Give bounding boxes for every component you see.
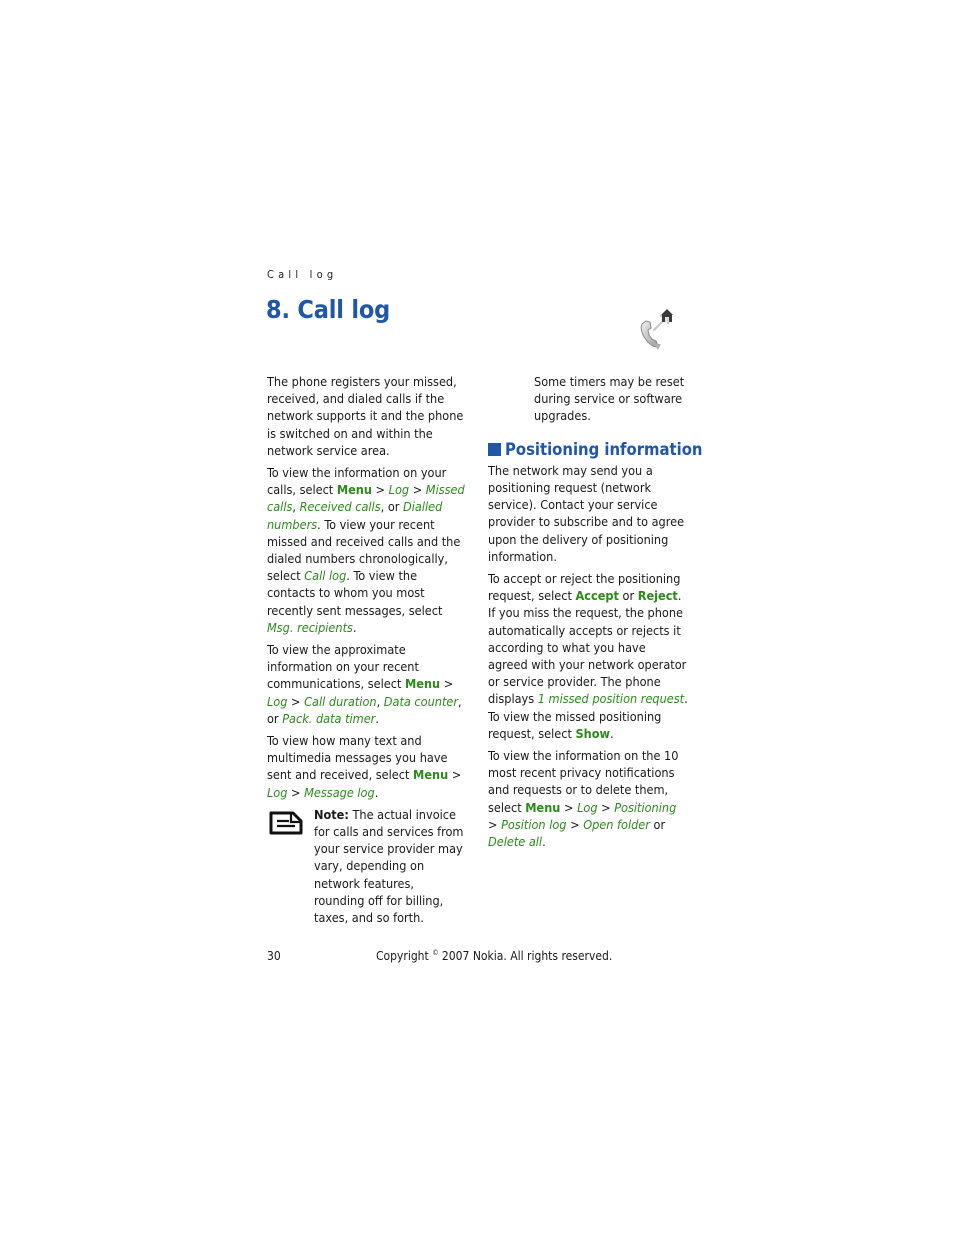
chapter-title: 8. Call log [266,295,390,324]
menu-item-accept: Accept [575,588,619,604]
menu-item-menu: Menu [413,767,449,783]
note-continued: Some timers may be reset during service or software upgrades. [534,374,685,424]
section-square-icon [488,443,501,456]
privacy-notifications-paragraph: To view the information on the 10 most recent privacy notifications and requests or to delete them, select Menu > Log > Positioning > Position log > Open folder or Delete all. [488,748,679,850]
call-log-icon [634,306,680,352]
note-block [267,806,467,926]
menu-item-received-calls: Received calls [299,499,381,515]
section-heading [488,439,703,459]
menu-item-menu: Menu [525,799,561,815]
right-column [488,373,703,855]
running-header: Call log [267,268,338,281]
communications-paragraph: To view the approximate information on your recent communications, select Menu > Log > Call duration, Data counter, or Pack. data timer. [267,642,462,726]
menu-item-log: Log [388,482,410,498]
menu-item-pack-data-timer: Pack. data timer [282,710,376,726]
messages-paragraph: To view how many text and multimedia messages you have sent and received, select Menu > Log > Message log. [267,733,462,800]
left-column [267,373,467,926]
accept-reject-paragraph: To accept or reject the positioning request, select Accept or Reject. If you miss the request, the phone automatically accepts or rejects it according to what you have agreed with your network operator or service provider. The phone displays 1 missed position request. To view the missed positioning request, select Show. [488,571,688,741]
display-missed-position-request: 1 missed position request [537,691,685,707]
menu-item-show: Show [575,725,610,741]
page-number: 30 [267,949,281,963]
menu-item-log: Log [577,799,598,815]
menu-item-menu: Menu [336,482,372,498]
copyright-notice: Copyright © 2007 Nokia. All rights reserved. [376,949,613,963]
note-text: The actual invoice for calls and services from your service provider may vary, depending on network features, rounding off for billing, taxes, and so forth. [314,806,464,926]
menu-item-message-log: Message log [304,784,375,800]
section-title: Positioning information [505,439,703,459]
menu-item-open-folder: Open folder [583,816,650,832]
menu-item-dialled-numbers: Dialled numbers [267,499,443,532]
menu-item-delete-all: Delete all [488,834,543,850]
intro-paragraph: The phone registers your missed, received, and dialed calls if the network supports it and the phone is switched on and within the network service area. [267,374,464,458]
menu-item-log: Log [267,693,288,709]
menu-item-log: Log [267,784,288,800]
menu-item-positioning: Positioning [614,799,677,815]
menu-item-menu: Menu [404,676,441,692]
menu-item-msg-recipients: Msg. recipients [267,619,353,635]
menu-item-reject: Reject [637,588,678,604]
call-info-paragraph: To view the information on your calls, select Menu > Log > Missed calls, Received calls, or Dialled numbers. To view your recent missed and received calls and the dialed numbers chronologically, select Call log. To view the contacts to whom you most recently sent messages, select Msg. recipients. [267,465,465,635]
note-icon [269,810,303,836]
menu-item-missed-calls: Missed calls [267,482,465,515]
menu-item-position-log: Position log [501,816,567,832]
menu-item-call-duration: Call duration [304,693,377,709]
note-label: Note: [314,806,349,822]
menu-item-data-counter: Data counter [383,693,459,709]
positioning-intro: The network may send you a positioning request (network service). Contact your service provider to subscribe and to agree upon the delivery of positioning information. [488,462,685,564]
menu-item-call-log: Call log [304,568,347,584]
